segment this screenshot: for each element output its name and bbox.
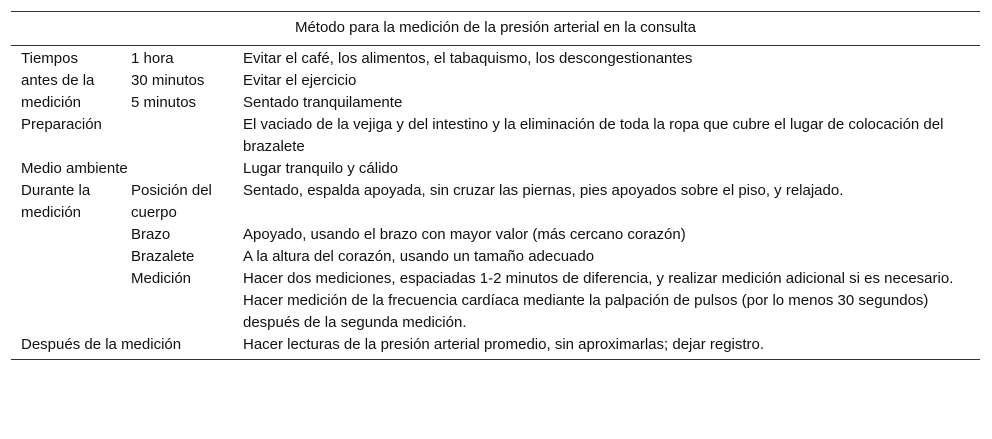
row-sublabel: 1 hora xyxy=(131,50,174,67)
table-row xyxy=(11,180,980,224)
row-description: Hacer lecturas de la presión arterial promedio, sin aproximarlas; dejar registro. xyxy=(233,334,980,360)
row-sublabel: Brazalete xyxy=(131,248,195,265)
table-row xyxy=(11,70,980,92)
row-description: El vaciado de la vejiga y del intestino y la eliminación de toda la ropa que cubre el lugar de colocación del brazalete xyxy=(243,116,944,155)
table-row xyxy=(11,158,980,180)
table-header-row xyxy=(11,12,980,46)
table-row xyxy=(11,334,980,360)
row-sublabel: 5 minutos xyxy=(131,94,197,111)
table-row xyxy=(11,46,980,71)
table-row xyxy=(11,224,980,246)
row-description: Evitar el ejercicio xyxy=(243,72,357,89)
row-sublabel: Posición del cuerpo xyxy=(131,182,212,221)
table-row xyxy=(11,246,980,268)
row-label-tiempos: Tiempos antes de la medición xyxy=(21,50,95,111)
row-description: A la altura del corazón, usando un tamaño adecuado xyxy=(243,248,595,265)
row-sublabel: Brazo xyxy=(131,226,171,243)
blood-pressure-method-table xyxy=(11,11,980,360)
row-description: Sentado tranquilamente xyxy=(243,94,403,111)
row-description: Lugar tranquilo y cálido xyxy=(243,160,399,177)
row-sublabel: 30 minutos xyxy=(131,72,205,89)
row-label-preparacion: Preparación xyxy=(21,116,102,133)
table-row xyxy=(11,114,980,158)
row-sublabel: Medición xyxy=(131,270,192,287)
table-title: Método para la medición de la presión arterial en la consulta xyxy=(11,12,980,46)
table-row xyxy=(11,268,980,334)
row-description: Evitar el café, los alimentos, el tabaquismo, los descongestionantes xyxy=(243,50,693,67)
row-description: Apoyado, usando el brazo con mayor valor (más cercano corazón) xyxy=(243,226,686,243)
row-label-despues: Después de la medición xyxy=(11,334,233,360)
row-description: Sentado, espalda apoyada, sin cruzar las piernas, pies apoyados sobre el piso, y relajado. xyxy=(243,182,844,199)
row-label-durante: Durante la medición xyxy=(21,182,91,221)
row-label-medio-ambiente: Medio ambiente xyxy=(21,160,128,177)
table-row xyxy=(11,92,980,114)
row-description: Hacer dos mediciones, espaciadas 1-2 minutos de diferencia, y realizar medición adicional si es necesario. Hacer medición de la frecuencia cardíaca mediante la palpación de pulsos (por lo menos 30 segundos) después de la segunda medición. xyxy=(243,270,954,331)
